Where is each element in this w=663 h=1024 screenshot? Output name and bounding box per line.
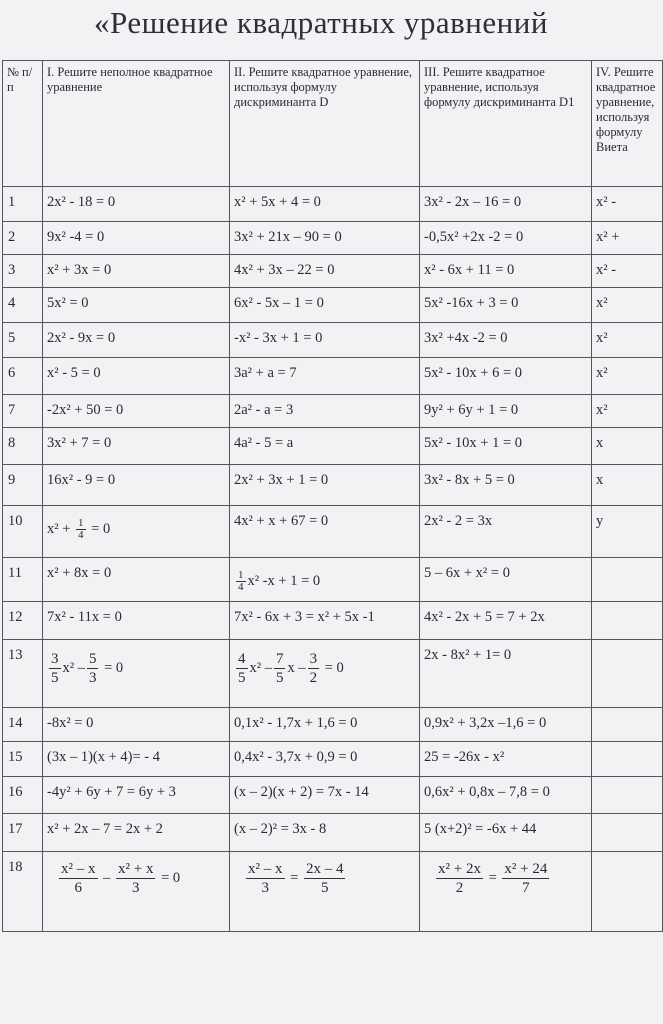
equation-cell: (x – 2)² = 3x - 8 (230, 814, 420, 852)
header-row (3, 61, 663, 187)
equation-cell: -4y² + 6y + 7 = 6y + 3 (43, 777, 230, 814)
equation-cell (592, 558, 663, 602)
equation-cell: 5x² -16x + 3 = 0 (420, 288, 592, 323)
equation-cell: 6x² - 5x – 1 = 0 (230, 288, 420, 323)
equation-cell (230, 852, 420, 932)
equation-cell: x² + 2x – 7 = 2x + 2 (43, 814, 230, 852)
equation-cell: -x² - 3x + 1 = 0 (230, 323, 420, 358)
eq-part: x² – (62, 659, 85, 676)
row-number: 18 (3, 852, 43, 932)
equation-cell (592, 708, 663, 742)
equation-cell: 2x - 8x² + 1= 0 (420, 640, 592, 708)
fraction: $\frac{7}{5}$ (275, 651, 284, 686)
eq-part: = (286, 869, 302, 886)
equation-cell: x² + 5x + 4 = 0 (230, 187, 420, 222)
eq-part: x² – (249, 659, 272, 676)
equation-cell: 7x² - 11x = 0 (43, 602, 230, 640)
equation-cell: 3x² + 7 = 0 (43, 428, 230, 465)
row-number: 14 (3, 708, 43, 742)
equation-cell: x² + (592, 222, 663, 255)
table-row (3, 558, 663, 602)
equation-cell: -0,5x² +2x -2 = 0 (420, 222, 592, 255)
equation-cell: 5 (x+2)² = -6x + 44 (420, 814, 592, 852)
equation-cell: -2x² + 50 = 0 (43, 395, 230, 428)
fraction: $\frac{3}{2}$ (309, 651, 318, 686)
table-row (3, 602, 663, 640)
equation-cell: x² (592, 358, 663, 395)
eq-part: = 0 (87, 520, 111, 537)
row-number: 3 (3, 255, 43, 288)
row-number: 1 (3, 187, 43, 222)
eq-part: = 0 (321, 659, 344, 676)
equation-cell (592, 777, 663, 814)
row-number: 17 (3, 814, 43, 852)
header-col1: I. Решите неполное квадратное уравнение (43, 61, 230, 187)
equation-cell: 5 – 6x + x² = 0 (420, 558, 592, 602)
table-row (3, 852, 663, 932)
equation-cell: 25 = -26x - x² (420, 742, 592, 777)
row-number: 11 (3, 558, 43, 602)
equation-cell (592, 742, 663, 777)
eq-part: = 0 (157, 869, 181, 886)
eq-part: x² -x + 1 = 0 (247, 572, 321, 589)
equation-cell: (x – 2)(x + 2) = 7x - 14 (230, 777, 420, 814)
table-row (3, 814, 663, 852)
equation-cell: x² + 8x = 0 (43, 558, 230, 602)
equation-cell: 2x² + 3x + 1 = 0 (230, 465, 420, 506)
row-number: 4 (3, 288, 43, 323)
row-number: 5 (3, 323, 43, 358)
equation-cell: 3x² - 2x – 16 = 0 (420, 187, 592, 222)
equation-cell (43, 506, 230, 558)
equation-cell: 0,4x² - 3,7x + 0,9 = 0 (230, 742, 420, 777)
equation-cell (230, 640, 420, 708)
equation-cell (43, 852, 230, 932)
row-number: 16 (3, 777, 43, 814)
equation-cell: 0,1x² - 1,7x + 1,6 = 0 (230, 708, 420, 742)
row-number: 6 (3, 358, 43, 395)
fraction: $\frac{\text{x² + x}}{3}$ (118, 861, 154, 896)
table-row (3, 395, 663, 428)
fraction: $\frac{5}{3}$ (88, 651, 97, 686)
equation-cell: 5x² - 10x + 6 = 0 (420, 358, 592, 395)
equation-cell: 4x² + 3x – 22 = 0 (230, 255, 420, 288)
page-title: «Решение квадратных уравнений (94, 5, 548, 40)
table-row (3, 323, 663, 358)
equation-cell: x² + 3x = 0 (43, 255, 230, 288)
row-number: 2 (3, 222, 43, 255)
equation-cell: 9x² -4 = 0 (43, 222, 230, 255)
equation-cell: x² - 5 = 0 (43, 358, 230, 395)
table-row (3, 288, 663, 323)
fraction: $\frac{1}{4}$ (78, 517, 84, 541)
equation-cell: 16x² - 9 = 0 (43, 465, 230, 506)
table-row (3, 742, 663, 777)
header-col2: II. Решите квадратное уравнение, используя формулу дискриминанта D (230, 61, 420, 187)
equation-cell (592, 852, 663, 932)
equation-cell: x (592, 428, 663, 465)
equation-cell: 2x² - 9x = 0 (43, 323, 230, 358)
eq-part: = 0 (100, 659, 124, 676)
equation-cell: 9y² + 6y + 1 = 0 (420, 395, 592, 428)
equation-cell: x² - 6x + 11 = 0 (420, 255, 592, 288)
equation-cell: 3x² +4x -2 = 0 (420, 323, 592, 358)
eq-part: x – (287, 659, 306, 676)
equation-cell: 3x² - 8x + 5 = 0 (420, 465, 592, 506)
table-row (3, 777, 663, 814)
equation-cell (592, 814, 663, 852)
table-row (3, 187, 663, 222)
equation-cell: 4a² - 5 = a (230, 428, 420, 465)
row-number: 13 (3, 640, 43, 708)
equation-cell: 5x² = 0 (43, 288, 230, 323)
equations-table (2, 60, 663, 932)
equation-cell: x² (592, 323, 663, 358)
fraction: $\frac{1}{4}$ (238, 569, 244, 593)
equation-cell: 0,6x² + 0,8x – 7,8 = 0 (420, 777, 592, 814)
equation-cell: x² (592, 395, 663, 428)
row-number: 15 (3, 742, 43, 777)
equation-cell: (3x – 1)(x + 4)= - 4 (43, 742, 230, 777)
eq-part: – (99, 869, 114, 886)
equation-cell: 7x² - 6x + 3 = x² + 5x -1 (230, 602, 420, 640)
equation-cell: 2x² - 2 = 3x (420, 506, 592, 558)
equation-cell: x² - (592, 187, 663, 222)
table-row (3, 358, 663, 395)
fraction: $\frac{\text{x² – x}}{3}$ (248, 861, 283, 896)
equation-cell (592, 602, 663, 640)
table-row (3, 465, 663, 506)
row-number: 8 (3, 428, 43, 465)
eq-part: = (484, 869, 501, 886)
equation-cell (43, 640, 230, 708)
equation-cell: -8x² = 0 (43, 708, 230, 742)
equation-cell: y (592, 506, 663, 558)
equation-cell: 5x² - 10x + 1 = 0 (420, 428, 592, 465)
table-row (3, 428, 663, 465)
fraction: $\frac{4}{5}$ (238, 651, 246, 686)
fraction: $\frac{2x - 4}{5}$ (305, 861, 344, 896)
fraction: $\frac{\text{x² + 24}}{7}$ (504, 861, 548, 896)
equation-cell: 4x² + x + 67 = 0 (230, 506, 420, 558)
equation-cell (592, 640, 663, 708)
header-col4: IV. Решите квадратное уравнение, используя формулу Виета (592, 61, 663, 187)
equation-cell: 2a² - a = 3 (230, 395, 420, 428)
header-num: № п/п (3, 61, 43, 187)
equation-cell (420, 852, 592, 932)
equation-cell: 0,9x² + 3,2x –1,6 = 0 (420, 708, 592, 742)
fraction: $\frac{3}{5}$ (51, 651, 59, 686)
eq-part: x² + (47, 520, 75, 537)
equation-cell: x (592, 465, 663, 506)
fraction: $\frac{\text{x² + 2x}}{2}$ (438, 861, 481, 896)
row-number: 7 (3, 395, 43, 428)
equation-cell: 2x² - 18 = 0 (43, 187, 230, 222)
row-number: 10 (3, 506, 43, 558)
row-number: 12 (3, 602, 43, 640)
equation-cell (230, 558, 420, 602)
equation-cell: 3x² + 21x – 90 = 0 (230, 222, 420, 255)
header-col3: III. Решите квадратное уравнение, используя формулу дискриминанта D1 (420, 61, 592, 187)
fraction: $\frac{\text{x² – x}}{6}$ (61, 861, 96, 896)
table-row (3, 708, 663, 742)
row-number: 9 (3, 465, 43, 506)
equation-cell: 4x² - 2x + 5 = 7 + 2x (420, 602, 592, 640)
equation-cell: x² - (592, 255, 663, 288)
equation-cell: x² (592, 288, 663, 323)
table-row (3, 255, 663, 288)
table-row (3, 222, 663, 255)
equation-cell: 3a² + a = 7 (230, 358, 420, 395)
table-row (3, 506, 663, 558)
table-row (3, 640, 663, 708)
